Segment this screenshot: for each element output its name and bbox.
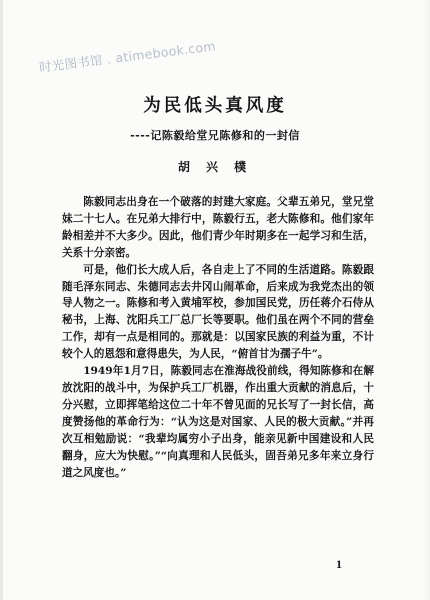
- watermark-en: . atimebook.com: [101, 38, 217, 68]
- article-subtitle: ----记陈毅给堂兄陈修和的一封信: [130, 129, 300, 142]
- paragraph-1: 陈毅同志出身在一个破落的封建大家庭。父辈五弟兄，堂兄堂妹二十七人。在兄弟大排行中，陈毅行五，老大陈修和。他们家年龄相差并不大多少。因此，他们青少年时期多在一起学习和生活，关系十分亲密。: [62, 196, 374, 259]
- article-author: 胡 兴 樸: [177, 160, 253, 174]
- watermark-cn: 时光图书馆: [38, 52, 104, 75]
- page-number: 1: [336, 557, 342, 571]
- article-body: [62, 194, 374, 481]
- watermark: [38, 36, 217, 76]
- paragraph-2: 可是，他们长大成人后，各自走上了不同的生活道路。陈毅跟随毛泽东同志、朱德同志去井冈山闹革命，后来成为我党杰出的领导人物之一。陈修和考入黄埔军校，参加国民党，历任蒋介石侍从秘书，上海、沈阳兵工厂总厂长等要职。他们虽在两个不同的营垒工作，却有一点是相同的。那就是：以国家民族的利益为重，不计较个人的恩怨和意得患失，为人民，“俯首甘为孺子牛”。: [62, 263, 374, 361]
- paragraph-3: 1949年1月7日，陈毅同志在淮海战役前线，得知陈修和在解放沈阳的战斗中，为保护兵工厂机器，作出重大贡献的消息后，十分兴慰，立即挥笔给这位二十年不曾见面的兄长写了一封长信，高度赞扬他的革命行为：“认为这是对国家、人民的极大贡献。”并再次互相勉励说：“我辈均属穷小子出身，能亲见新中国建设和人民翻身，应大为快慰。”“向真理和人民低头，固吾弟兄多年来立身行道之风度也。”: [62, 365, 374, 479]
- article-title: 为民低头真风度: [143, 96, 287, 116]
- page-edge-shadow: [424, 0, 430, 600]
